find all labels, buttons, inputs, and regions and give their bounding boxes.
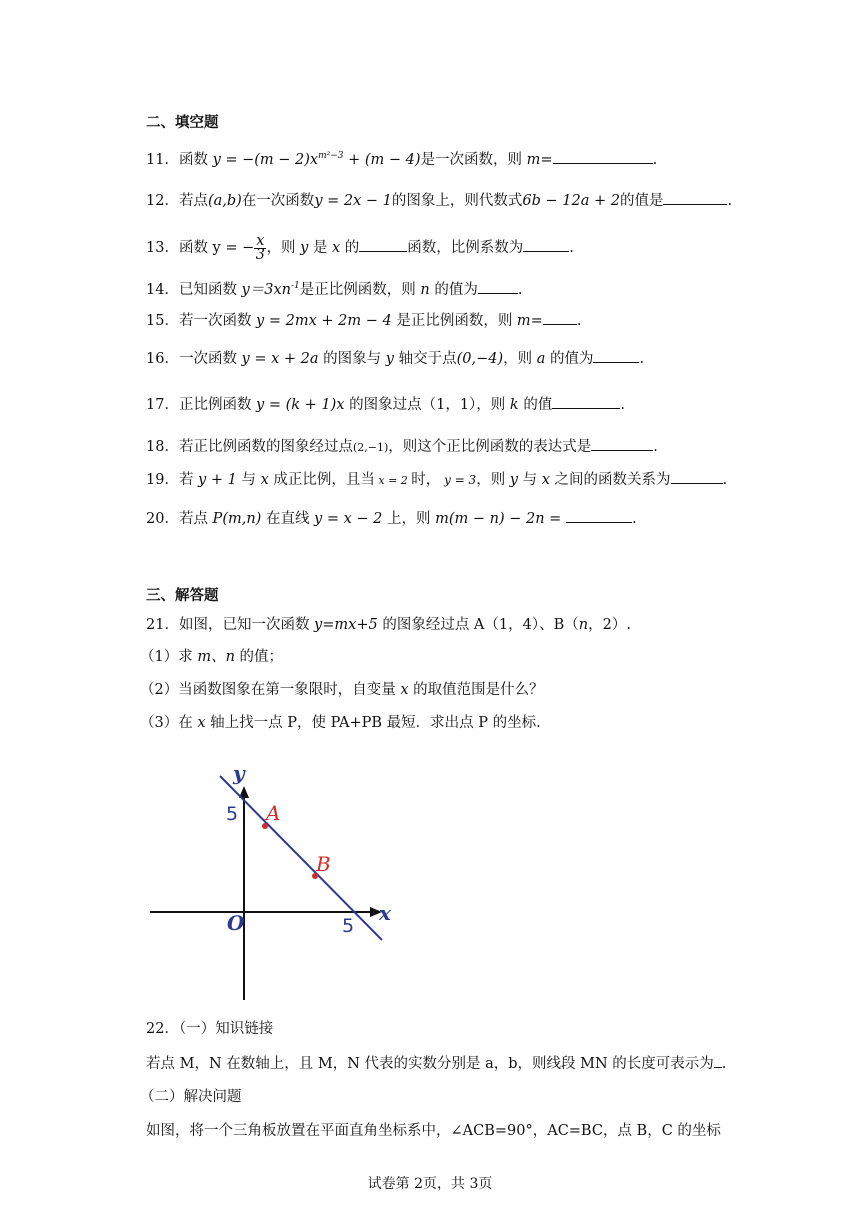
question-21-part-2 [140, 680, 544, 700]
question-text: ，2）. [588, 617, 631, 633]
question-text: 的值是 [619, 193, 664, 209]
punctuation: . [721, 1056, 727, 1072]
question-18 [146, 436, 658, 458]
punctuation: . [620, 397, 625, 413]
question-text: 是一次函数，则 [420, 151, 523, 168]
question-text: 若 [178, 472, 194, 488]
math-exponent: -1 [291, 281, 300, 291]
math-expression: y=mx+5 [309, 617, 383, 633]
answer-blank[interactable] [359, 237, 407, 252]
question-21-part-1 [140, 647, 283, 667]
question-text: 若点 [178, 193, 208, 209]
question-number: 16． [146, 351, 179, 367]
question-text: 的值为 [549, 351, 594, 367]
math-variable: k [505, 397, 524, 413]
question-text: ，则 [503, 351, 533, 367]
question-number: 18． [146, 439, 179, 455]
point-a-label: A [266, 801, 281, 825]
math-expression: (a,b) [207, 193, 242, 209]
math-expression: 6b − 12a + 2 [522, 193, 620, 209]
math-variable: x [395, 682, 414, 698]
question-number: 12． [146, 193, 179, 209]
question-17 [146, 394, 625, 415]
question-number: 15． [146, 313, 179, 329]
question-19 [146, 469, 727, 491]
math-variable: n [578, 617, 589, 633]
question-21-part-3 [140, 713, 541, 733]
question-11 [146, 146, 657, 170]
question-16 [146, 348, 644, 369]
question-text: （2）当函数图象在第一象限时，自变量 [140, 682, 396, 698]
section-heading-fill-in: 二、填空题 [146, 115, 219, 131]
y-axis-label: y [233, 761, 245, 785]
origin-label: O [227, 911, 245, 935]
math-exponent: m²−3 [318, 151, 344, 161]
question-number: 11． [146, 151, 179, 168]
answer-blank[interactable] [671, 469, 723, 484]
question-text: 时， [411, 472, 441, 488]
question-text: 轴交于点 [398, 351, 457, 367]
punctuation: . [722, 472, 728, 488]
answer-blank[interactable] [591, 436, 653, 451]
question-text: 的 [344, 240, 360, 256]
math-variable: y [381, 351, 399, 367]
question-text: 在一次函数 [241, 193, 315, 209]
math-expression: y = 2mx + 2m − 4 [251, 313, 397, 329]
page-footer: 试卷第 2页，共 3页 [367, 1176, 493, 1192]
section-heading-solve: 三、解答题 [146, 588, 219, 604]
question-13 [146, 232, 574, 264]
math-expression: + (m − 4) [343, 151, 421, 168]
math-variable: x [192, 715, 211, 731]
math-variable: x [537, 472, 555, 488]
question-text: 函数 [178, 151, 208, 168]
question-text: 的值 [523, 397, 553, 413]
fraction-numerator: x [256, 232, 265, 249]
punctuation: . [517, 281, 523, 298]
question-text: 的图象过点（1，1），则 [349, 397, 506, 413]
question-12 [146, 190, 732, 211]
math-expression: y = −(m − 2)x [212, 151, 319, 168]
question-text: （一）知识链接 [178, 1021, 274, 1037]
math-variable: x [255, 472, 274, 488]
answer-blank[interactable] [593, 348, 639, 363]
math-expression: P(m,n) [207, 511, 266, 527]
question-text: 与 [241, 472, 256, 488]
punctuation: . [631, 511, 637, 527]
punctuation: . [652, 151, 658, 168]
question-text: 之间的函数关系为 [554, 472, 671, 488]
question-text: 与 [522, 472, 538, 488]
x-axis-label: x [379, 901, 391, 925]
question-22-line-2: 如图，将一个三角板放置在平面直角坐标系中，∠ACB=90°，AC=BC，点 B，C 的坐标 [146, 1123, 721, 1139]
punctuation: . [576, 313, 582, 329]
question-text: 是 [312, 240, 328, 256]
fraction-denominator: 3 [255, 246, 265, 263]
math-variable: m= [512, 313, 543, 329]
question-text: 在直线 [265, 511, 310, 527]
question-text: 是正比例函数，则 [396, 313, 513, 329]
math-variable: y [505, 472, 523, 488]
question-14 [146, 276, 522, 300]
answer-blank[interactable] [663, 190, 727, 205]
question-text: 成正比例，且当 [273, 472, 375, 488]
question-text: ，则 [266, 240, 296, 256]
math-expression: y = (k + 1)x [251, 397, 350, 413]
question-text: 的图象与 [323, 351, 382, 367]
punctuation: . [727, 193, 733, 209]
question-21 [146, 615, 631, 635]
y-tick-label: 5 [226, 803, 239, 825]
point-b-label: B [316, 852, 331, 876]
punctuation: . [639, 351, 645, 367]
answer-blank[interactable] [478, 279, 518, 294]
question-text: （1）求 [140, 649, 193, 665]
answer-blank[interactable] [543, 310, 577, 325]
question-22 [146, 1019, 273, 1039]
question-text: 函数，比例系数为 [407, 240, 524, 256]
math-expression: x = 2 [374, 474, 412, 487]
question-text: ，则 [476, 472, 506, 488]
punctuation: . [653, 439, 658, 455]
math-expression: y = 3 [440, 473, 477, 487]
punctuation: . [569, 240, 574, 256]
x-tick-label: 5 [342, 915, 355, 937]
question-number: 22． [146, 1021, 179, 1037]
question-text: 若正比例函数的图象经过点 [178, 439, 353, 455]
question-text: 函数 y = − [178, 240, 255, 256]
math-variable: y [295, 240, 313, 256]
question-text: 是正比例函数，则 [299, 281, 416, 298]
answer-blank[interactable] [552, 394, 620, 409]
question-text: 若点 M，N 在数轴上，且 M，N 代表的实数分别是 a，b，则线段 MN 的长度可表示为 [146, 1056, 714, 1072]
question-text: 正比例函数 [178, 397, 252, 413]
question-number: 17． [146, 397, 179, 413]
question-number: 20． [146, 511, 179, 527]
math-expression: y = 2x − 1 [314, 193, 392, 209]
math-expression: y＝3xn [236, 281, 291, 298]
math-expression: (0,−4) [456, 351, 504, 367]
math-expression: y = x − 2 [309, 511, 388, 527]
math-expression: y = x + 2a [236, 351, 324, 367]
question-number: 19． [146, 472, 179, 488]
question-20 [146, 508, 637, 529]
question-22-line-1 [146, 1053, 726, 1074]
question-text: 的图象上，则代数式 [391, 193, 523, 209]
question-15 [146, 310, 581, 331]
math-expression: y + 1 [193, 472, 242, 488]
math-variable: a [532, 351, 550, 367]
math-expression: (2,−1) [352, 441, 389, 454]
answer-blank[interactable] [523, 237, 569, 252]
math-variable: m、n [192, 649, 240, 665]
question-text: 的取值范围是什么？ [413, 682, 544, 698]
question-text: 的图象经过点 A（1，4）、B（ [382, 617, 579, 633]
answer-blank[interactable] [714, 1053, 722, 1068]
question-text: （3）在 [140, 715, 193, 731]
question-text: 已知函数 [178, 281, 237, 298]
question-text: 轴上找一点 P，使 PA+PB 最短．求出点 P 的坐标. [210, 715, 541, 731]
question-number: 13． [146, 240, 179, 256]
answer-blank[interactable] [566, 508, 632, 523]
math-expression: m(m − n) − 2n = [430, 511, 566, 527]
answer-blank[interactable] [553, 149, 653, 164]
question-text: 的值； [239, 649, 284, 665]
fraction [254, 232, 266, 263]
coordinate-graph [150, 760, 400, 1005]
question-text: 上，则 [387, 511, 431, 527]
question-text: 一次函数 [178, 351, 237, 367]
math-variable: n [415, 281, 435, 298]
question-text: 的值为 [434, 281, 478, 298]
question-text: 若一次函数 [178, 313, 252, 329]
question-text: 若点 [178, 511, 208, 527]
math-variable: m= [522, 151, 553, 168]
question-22-part-2: （二）解决问题 [140, 1089, 242, 1105]
question-number: 14． [146, 281, 179, 298]
question-number: 21． [146, 617, 179, 633]
question-text: ，则这个正比例函数的表达式是 [388, 439, 592, 455]
question-text: 如图，已知一次函数 [178, 617, 310, 633]
math-variable: x [327, 240, 345, 256]
